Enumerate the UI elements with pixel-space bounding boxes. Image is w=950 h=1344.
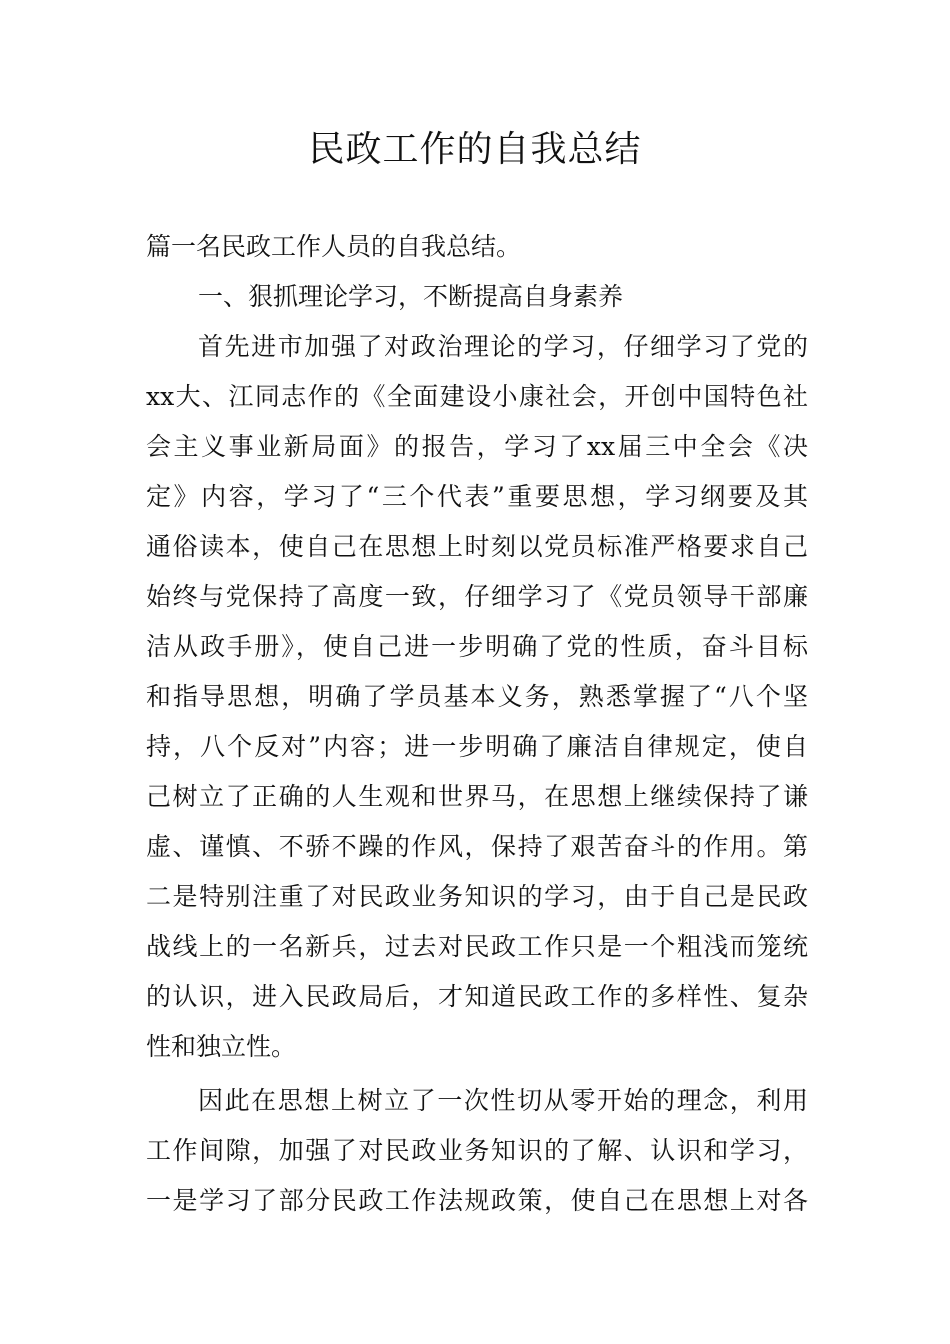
text-line: 会主义事业新局面》的报告，学习了xx届三中全会《决 (146, 432, 808, 461)
text-line: 持，八个反对”内容；进一步明确了廉洁自律规定，使自 (146, 732, 808, 761)
text-line: 一是学习了部分民政工作法规政策，使自己在思想上对各 (146, 1186, 808, 1215)
text-line: 工作间隙，加强了对民政业务知识的了解、认识和学习， (146, 1136, 808, 1165)
text-line: 洁从政手册》，使自己进一步明确了党的性质，奋斗目标 (146, 632, 808, 661)
text-line: 和指导思想，明确了学员基本义务，熟悉掌握了“八个坚 (146, 682, 808, 711)
text-line: 性和独立性。 (146, 1032, 297, 1061)
section-heading: 一、狠抓理论学习，不断提高自身素养 (198, 282, 624, 311)
text-line: 战线上的一名新兵，过去对民政工作只是一个粗浅而笼统 (146, 932, 808, 961)
text-line: 的认识，进入民政局后，才知道民政工作的多样性、复杂 (146, 982, 808, 1011)
text-line: 通俗读本，使自己在思想上时刻以党员标准严格要求自己 (146, 532, 808, 561)
text-line: 定》内容，学习了“三个代表”重要思想，学习纲要及其 (146, 482, 808, 511)
text-line: 首先进市加强了对政治理论的学习，仔细学习了党的 (198, 332, 808, 361)
document-body (146, 222, 808, 1226)
document-title: 民政工作的自我总结 (308, 129, 642, 170)
text-line: 因此在思想上树立了一次性切从零开始的理念，利用 (198, 1086, 808, 1115)
text-line: 始终与党保持了高度一致，仔细学习了《党员领导干部廉 (146, 582, 808, 611)
text-line: xx大、江同志作的《全面建设小康社会，开创中国特色社 (146, 382, 808, 411)
text-line: 二是特别注重了对民政业务知识的学习，由于自己是民政 (146, 882, 808, 911)
text-line-intro: 篇一名民政工作人员的自我总结。 (146, 232, 522, 261)
text-line: 虚、谨慎、不骄不躁的作风，保持了艰苦奋斗的作用。第 (146, 832, 808, 861)
text-line: 己树立了正确的人生观和世界马，在思想上继续保持了谦 (146, 782, 808, 811)
